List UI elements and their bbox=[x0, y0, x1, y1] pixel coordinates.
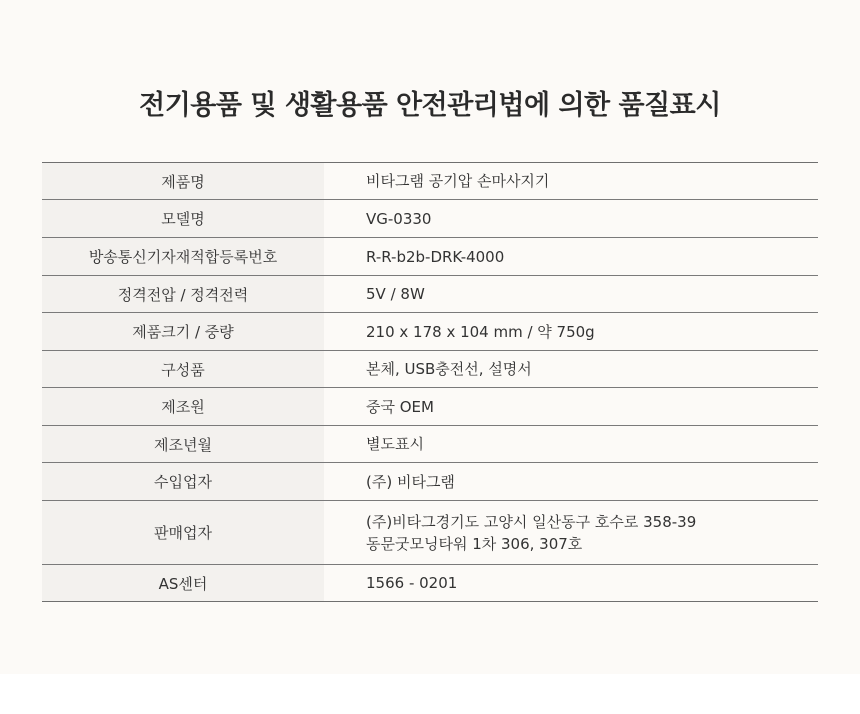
row-label: 모델명 bbox=[42, 200, 324, 237]
row-value bbox=[324, 238, 818, 275]
table-row bbox=[42, 199, 818, 237]
row-value-text: 본체, USB충전선, 설명서 bbox=[366, 360, 532, 378]
row-value-text: VG-0330 bbox=[366, 209, 432, 228]
row-label: AS센터 bbox=[42, 565, 324, 601]
row-label: 판매업자 bbox=[42, 501, 324, 564]
row-label: 방송통신기자재적합등록번호 bbox=[42, 238, 324, 275]
row-value bbox=[324, 463, 818, 500]
row-value bbox=[324, 351, 818, 387]
row-value-text: 5V / 8W bbox=[366, 285, 425, 303]
row-value-text: 중국 OEM bbox=[366, 397, 434, 416]
row-label: 수입업자 bbox=[42, 463, 324, 500]
table-row bbox=[42, 564, 818, 601]
table-row bbox=[42, 237, 818, 275]
row-value-text: 비타그램 공기압 손마사지기 bbox=[366, 172, 550, 190]
row-value bbox=[324, 388, 818, 425]
table-row bbox=[42, 163, 818, 199]
quality-info-table bbox=[42, 162, 818, 602]
table-row bbox=[42, 462, 818, 500]
table-row bbox=[42, 350, 818, 387]
row-label: 제조원 bbox=[42, 388, 324, 425]
row-label: 제조년월 bbox=[42, 426, 324, 462]
table-row bbox=[42, 312, 818, 350]
row-label: 제품명 bbox=[42, 163, 324, 199]
row-value bbox=[324, 276, 818, 312]
row-value-text-line2: 동문굿모닝타워 1차 306, 307호 bbox=[366, 534, 583, 553]
row-value-text: (주) 비타그램 bbox=[366, 472, 455, 491]
page-title: 전기용품 및 생활용품 안전관리법에 의한 품질표시 bbox=[139, 90, 721, 121]
row-value-text: 210 x 178 x 104 mm / 약 750g bbox=[366, 322, 595, 341]
table-row bbox=[42, 425, 818, 462]
row-value bbox=[324, 200, 818, 237]
row-value bbox=[324, 501, 818, 564]
row-value-text: 1566 - 0201 bbox=[366, 574, 458, 592]
row-label: 제품크기 / 중량 bbox=[42, 313, 324, 350]
row-value-text: (주)비타그경기도 고양시 일산동구 호수로 358-39 bbox=[366, 512, 697, 531]
row-value bbox=[324, 565, 818, 601]
row-label: 구성품 bbox=[42, 351, 324, 387]
row-value bbox=[324, 163, 818, 199]
row-value-text: R-R-b2b-DRK-4000 bbox=[366, 247, 505, 266]
table-row bbox=[42, 387, 818, 425]
table-row bbox=[42, 500, 818, 564]
row-value bbox=[324, 313, 818, 350]
row-label: 정격전압 / 정격전력 bbox=[42, 276, 324, 312]
row-value bbox=[324, 426, 818, 462]
row-value-text: 별도표시 bbox=[366, 435, 424, 453]
table-row bbox=[42, 275, 818, 312]
